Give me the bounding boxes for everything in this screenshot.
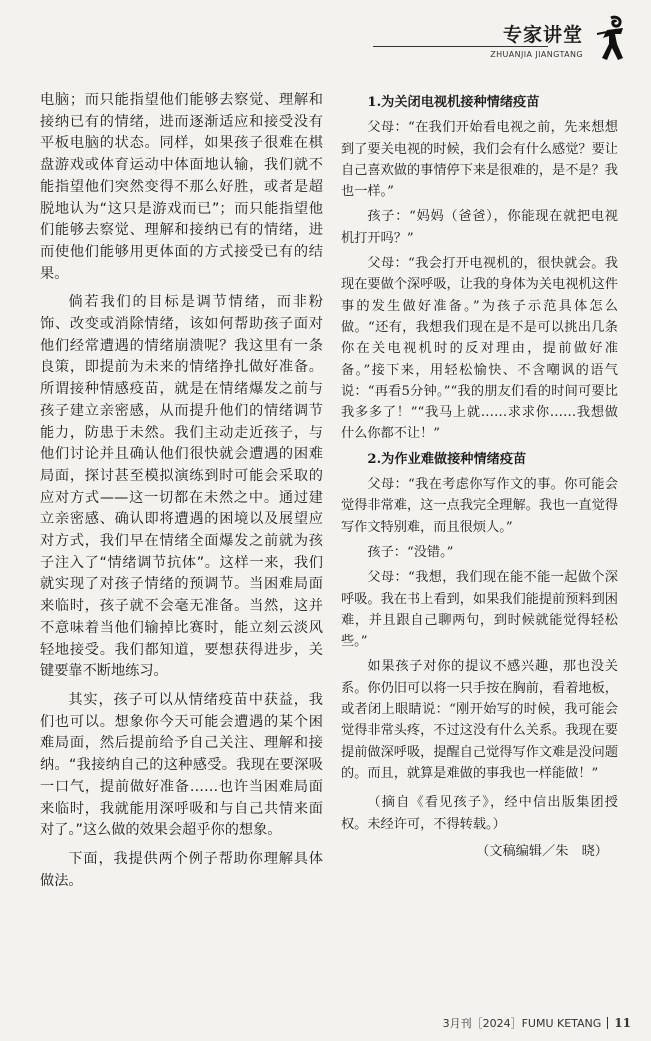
left-column: [40, 90, 323, 899]
body-paragraph: 其实，孩子可以从情绪疫苗中获益，我们也可以。想象你今天可能会遭遇的某个困难局面，然后提前给予自己关注、理解和接纳。“我接纳自己的这种感受。我现在要深吸一口气，提前做好准备……也许当困难局面来临时，我就能用深呼吸和与自己共情来面对了。”这么做的效果会超乎你的想象。: [40, 691, 323, 839]
dialogue-line: 孩子：“妈妈（爸爸），你能现在就把电视机打开吗？”: [341, 209, 618, 246]
issue-label: 3月刊［2024］FUMU KETANG: [442, 1017, 602, 1030]
right-column: [341, 90, 618, 866]
editor-credit: （文稿编辑／朱 晓）: [476, 843, 608, 859]
section-heading: 2.为作业难做接种情绪疫苗: [367, 451, 527, 467]
section-heading: 1.为关闭电视机接种情绪疫苗: [367, 95, 540, 110]
dialogue-line: 父母：“我在考虑你写作文的事。你可能会觉得非常难，这一点我完全理解。我也一直觉得写作文特别难，而且很烦人。”: [341, 477, 618, 535]
dialogue-line: 父母：“我想，我们现在能不能一起做个深呼吸。我在书上看到，如果我们能提前预料到困难，并且跟自己聊两句，到时候就能觉得轻松些。”: [341, 570, 618, 650]
footer-divider: [607, 1017, 608, 1029]
page-header: [373, 10, 633, 62]
body-paragraph: 下面，我提供两个例子帮助你理解具体做法。: [40, 850, 323, 889]
dialogue-line: 如果孩子对你的提议不感兴趣，那也没关系。你仍旧可以将一只手按在胸前，看着地板，或者闭上眼睛说：“刚开始写的时候，我可能会觉得非常头疼，不过这没有什么关系。我现在要提前做深呼吸，提醒自己觉得写作文难是没问题的。而且，就算是难做的事我也一样能做！”: [341, 659, 618, 781]
body-paragraph: 倘若我们的目标是调节情绪，而非粉饰、改变或消除情绪，该如何帮助孩子面对他们经常遭遇的情绪崩溃呢？我这里有一条良策，即提前为未来的情绪挣扎做好准备。所谓接种情感疫苗，就是在情绪爆发之前与孩子建立亲密感，从而提升他们的情绪调节能力，防患于未然。我们主动走近孩子，与他们讨论并且确认他们很快就会遭遇的困难局面，探讨甚至模拟演练到时可能会采取的应对方式——这一切都在未然之中。通过建立亲密感、确认即将遭遇的困境以及展望应对方式，我们早在情绪全面爆发之前就为孩子注入了“情绪调节抗体”。这样一来，我们就实现了对孩子情绪的预调节。当困难局面来临时，孩子就不会毫无准备。当然，这并不意味着当他们输掉比赛时，能立刻云淡风轻地接受。我们都知道，要想获得进步，关键要靠不断地练习。: [40, 294, 323, 680]
dialogue-line: 父母：“我会打开电视机的，很快就会。我现在要做个深呼吸，让我的身体为关电视机这件事的发生做好准备。”为孩子示范具体怎么做。“还有，我想我们现在是不是可以挑出几条你在关电视机时的反对理由，提前做好准备。”接下来，用轻松愉快、不含嘲讽的语气说：“再看5分钟。”“我的朋友们看的时间可要比我多多了！”“我马上就……求求你……我想做什么你都不让！”: [341, 256, 618, 442]
dialogue-line: 孩子：“没错。”: [367, 544, 454, 560]
column-subtitle: ZHUANJIA JIANGTANG: [490, 50, 583, 59]
source-credit: （摘自《看见孩子》，经中信出版集团授权。未经许可，不得转载。）: [341, 795, 618, 832]
page-number: 11: [614, 1016, 631, 1030]
dialogue-line: 父母：“在我们开始看电视之前，先来想想到了要关电视的时候，我们会有什么感觉？要让自己喜欢做的事情停下来是很难的，是不是？我也一样。”: [341, 120, 618, 200]
body-paragraph: 电脑；而只能指望他们能够去察觉、理解和接纳已有的情绪，进而逐渐适应和接受没有平板电脑的状态。同样，如果孩子很难在棋盘游戏或体育运动中体面地认输，我们就不能指望他们突然变得不那么好胜，或者是超脱地认为“这只是游戏而已”；而只能指望他们能够去察觉、理解和接纳已有的情绪，进而使他们能够用更体面的方式接受已有的结果。: [40, 92, 323, 282]
column-title: 专家讲堂: [502, 24, 583, 46]
page-footer: [443, 1015, 631, 1031]
ink-figure-logo-icon: [593, 14, 633, 62]
